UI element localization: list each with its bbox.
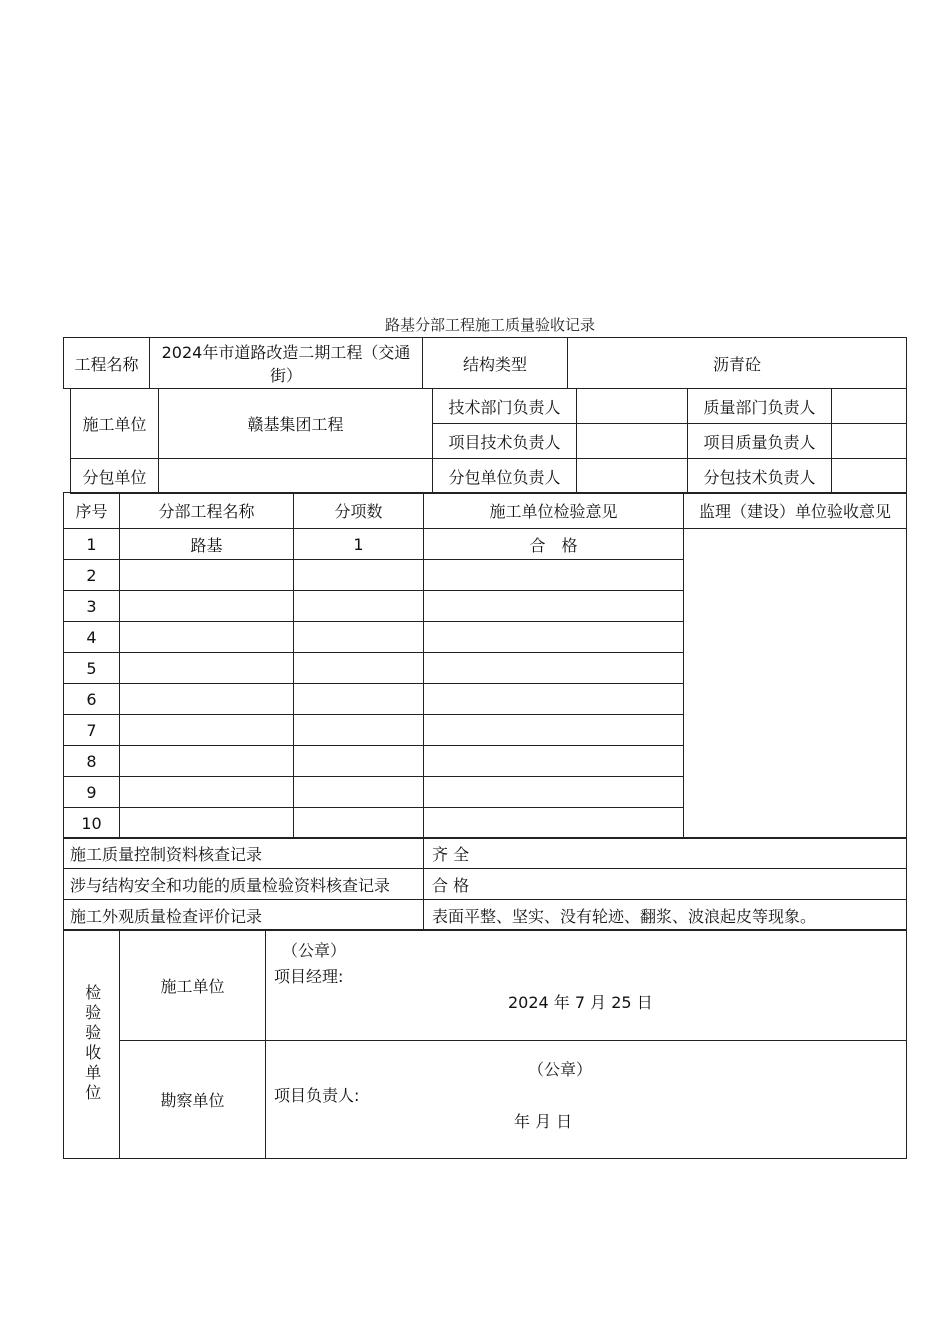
row-no: 1 — [64, 529, 120, 560]
row-count — [294, 653, 424, 684]
row-name — [120, 560, 294, 591]
survey-sign-cell — [266, 1041, 907, 1159]
acceptance-group-label: 检验验收单位 — [64, 930, 120, 1159]
record-label: 施工质量控制资料核查记录 — [64, 838, 424, 869]
header-contractor-opinion: 施工单位检验意见 — [424, 493, 684, 529]
row-opinion — [424, 622, 684, 653]
header-no: 序号 — [64, 493, 120, 529]
row-no: 7 — [64, 715, 120, 746]
document-title: 路基分部工程施工质量验收记录 — [384, 316, 595, 334]
project-tech-head-label: 项目技术负责人 — [433, 424, 577, 459]
row-name: 路基 — [120, 529, 294, 560]
construction-unit-label: 施工单位 — [120, 930, 266, 1041]
structure-type-label: 结构类型 — [423, 338, 568, 389]
row-no: 3 — [64, 591, 120, 622]
row-opinion — [424, 560, 684, 591]
row-name — [120, 777, 294, 808]
survey-date: 年 月 日 — [514, 1112, 573, 1131]
contractor-info-table — [70, 388, 907, 494]
row-opinion — [424, 746, 684, 777]
project-info-table — [63, 337, 907, 389]
row-opinion: 合 格 — [424, 529, 684, 560]
quality-dept-head-value — [832, 389, 907, 424]
construction-seal: （公章） — [282, 941, 347, 960]
acceptance-table — [63, 929, 907, 1159]
record-label: 施工外观质量检查评价记录 — [64, 900, 424, 931]
row-no: 8 — [64, 746, 120, 777]
project-quality-head-label: 项目质量负责人 — [688, 424, 832, 459]
construction-sign-cell — [266, 930, 907, 1041]
row-opinion — [424, 808, 684, 839]
row-name — [120, 684, 294, 715]
row-name — [120, 622, 294, 653]
sub-unit-head-value — [577, 459, 688, 494]
row-no: 6 — [64, 684, 120, 715]
row-count — [294, 715, 424, 746]
row-count — [294, 808, 424, 839]
tech-dept-head-value — [577, 389, 688, 424]
construction-date: 2024 年 7 月 25 日 — [508, 993, 653, 1012]
row-name — [120, 715, 294, 746]
header-name: 分部工程名称 — [120, 493, 294, 529]
contractor-unit-label: 施工单位 — [71, 389, 159, 459]
survey-manager-label: 项目负责人: — [274, 1086, 360, 1105]
record-value: 齐 全 — [424, 838, 907, 869]
row-no: 10 — [64, 808, 120, 839]
project-tech-head-value — [577, 424, 688, 459]
record-row — [64, 900, 907, 931]
record-label: 涉与结构安全和功能的质量检验资料核查记录 — [64, 869, 424, 900]
row-count — [294, 591, 424, 622]
records-table — [63, 837, 907, 931]
row-name — [120, 653, 294, 684]
structure-type-value: 沥青砼 — [568, 338, 907, 389]
row-opinion — [424, 591, 684, 622]
row-opinion — [424, 684, 684, 715]
row-count — [294, 777, 424, 808]
record-row — [64, 838, 907, 869]
tech-dept-head-label: 技术部门负责人 — [433, 389, 577, 424]
contractor-unit-value: 赣基集团工程 — [159, 389, 433, 459]
project-name-value: 2024年市道路改造二期工程（交通街） — [150, 338, 423, 389]
sub-tech-head-label: 分包技术负责人 — [688, 459, 832, 494]
row-name — [120, 746, 294, 777]
survey-seal: （公章） — [528, 1060, 593, 1079]
row-name — [120, 808, 294, 839]
survey-unit-label: 勘察单位 — [120, 1041, 266, 1159]
row-no: 9 — [64, 777, 120, 808]
project-name-label: 工程名称 — [64, 338, 150, 389]
row-opinion — [424, 777, 684, 808]
subproject-items-table — [63, 492, 907, 839]
construction-manager-label: 项目经理: — [274, 967, 344, 986]
quality-dept-head-label: 质量部门负责人 — [688, 389, 832, 424]
record-value: 合 格 — [424, 869, 907, 900]
header-supervision-opinion: 监理（建设）单位验收意见 — [684, 493, 907, 529]
row-count: 1 — [294, 529, 424, 560]
sub-tech-head-value — [832, 459, 907, 494]
row-no: 5 — [64, 653, 120, 684]
record-value: 表面平整、坚实、没有轮迹、翻浆、波浪起皮等现象。 — [424, 900, 907, 931]
row-count — [294, 622, 424, 653]
sub-unit-value — [159, 459, 433, 494]
project-quality-head-value — [832, 424, 907, 459]
row-count — [294, 684, 424, 715]
record-row — [64, 869, 907, 900]
row-opinion — [424, 653, 684, 684]
row-no: 2 — [64, 560, 120, 591]
header-count: 分项数 — [294, 493, 424, 529]
row-opinion — [424, 715, 684, 746]
row-no: 4 — [64, 622, 120, 653]
table-row — [64, 529, 907, 560]
sub-unit-head-label: 分包单位负责人 — [433, 459, 577, 494]
supervision-opinion-cell — [684, 529, 907, 839]
row-name — [120, 591, 294, 622]
row-count — [294, 560, 424, 591]
sub-unit-label: 分包单位 — [71, 459, 159, 494]
row-count — [294, 746, 424, 777]
